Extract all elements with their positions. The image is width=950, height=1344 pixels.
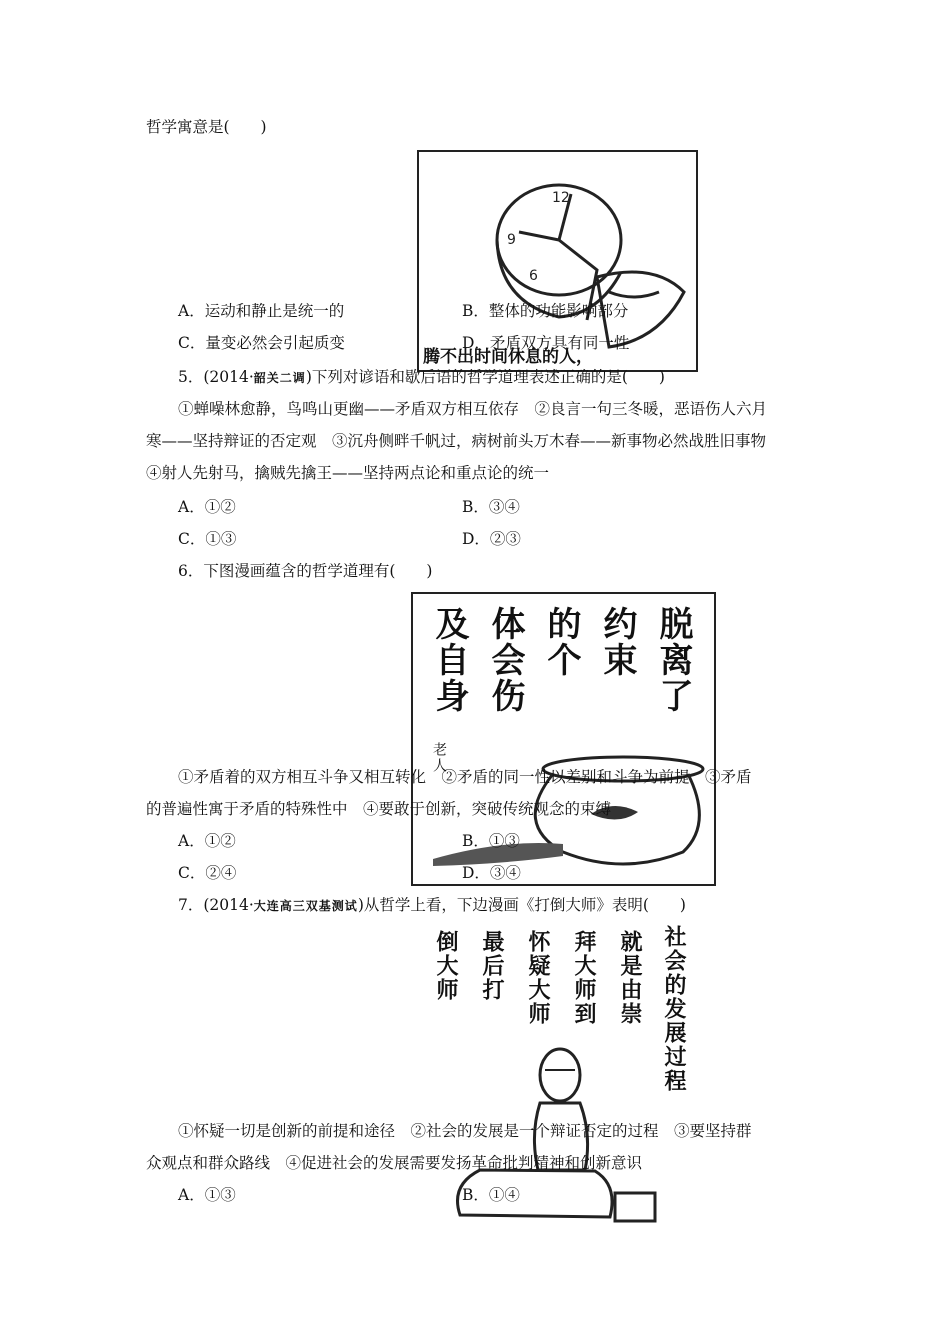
q5-prefix: 5．(2014· (178, 368, 254, 386)
q6-option-c: C．②④ (178, 864, 237, 882)
person-on-rubble-drawing (420, 925, 700, 1225)
q5-stem-text: )下列对谚语和歇后语的哲学道理表述正确的是( ) (305, 368, 665, 386)
q7-option-a: A．①③ (178, 1186, 236, 1204)
q5-statement-line2: 寒——坚持辩证的否定观 ③沉舟侧畔千帆过，病树前头万木春——新事物必然战胜旧事物 (146, 432, 767, 450)
q7-prefix: 7．(2014· (178, 896, 254, 914)
q7-statement-line2: 众观点和群众路线 ④促进社会的发展需要发扬革命批判精神和创新意识 (146, 1154, 643, 1172)
q7-cartoon-col1: 社会的发展过程 (661, 925, 686, 1093)
q6-option-d: D．③④ (462, 864, 521, 882)
q6-option-b: B．①③ (462, 832, 520, 850)
q7-cartoon-col5: 最后打 (479, 930, 504, 1002)
q6-calligraphy-col4: 体会伤 (485, 606, 525, 714)
q5-option-b: B．③④ (462, 498, 520, 516)
q6-option-a: A．①② (178, 832, 236, 850)
q7-cartoon (420, 925, 700, 1225)
q6-calligraphy-col3: 的个 (541, 606, 581, 678)
q7-cartoon-col4: 怀疑大师 (525, 930, 550, 1026)
q6-cartoon (411, 592, 716, 886)
svg-text:12: 12 (552, 190, 570, 206)
q5-option-d: D．②③ (462, 530, 521, 548)
q7-source: 大连高三双基测试 (253, 899, 358, 913)
q5-option-a: A．①② (178, 498, 236, 516)
q7-stem-text: )从哲学上看，下边漫画《打倒大师》表明( ) (357, 896, 686, 914)
q5-stem (178, 367, 665, 388)
q5-option-c: C．①③ (178, 530, 237, 548)
q6-calligraphy-col5: 及自身 (429, 606, 469, 714)
q5-statement-line3: ④射人先射马，擒贼先擒王——坚持两点论和重点论的统一 (146, 464, 550, 482)
q6-calligraphy-col2: 约束 (597, 606, 637, 678)
q4-option-a: A．运动和静止是统一的 (178, 302, 345, 320)
svg-text:9: 9 (507, 232, 516, 248)
q7-statement-line1: ①怀疑一切是创新的前提和途径 ②社会的发展是一个辩证否定的过程 ③要坚持群 (178, 1122, 752, 1140)
q4-cartoon-caption: 腾不出时间休息的人， (423, 347, 593, 367)
q4-option-b: B．整体的功能影响部分 (462, 302, 629, 320)
q4-option-d: D．矛盾双方具有同一性 (462, 334, 630, 352)
q7-cartoon-col3: 拜大师到 (571, 930, 596, 1026)
q7-cartoon-col6: 倒大师 (433, 930, 458, 1002)
q7-cartoon-col2: 就是由崇 (617, 930, 642, 1026)
q7-stem (178, 895, 686, 916)
q6-signature: 老人 (431, 742, 447, 774)
q6-statement-line2: 的普遍性寓于矛盾的特殊性中 ④要敢于创新，突破传统观念的束缚 (146, 800, 612, 818)
svg-text:6: 6 (529, 268, 538, 284)
q5-source: 韶关二调 (253, 371, 306, 385)
q6-calligraphy-col1: 脱离了 (653, 606, 693, 714)
q6-stem: 6．下图漫画蕴含的哲学道理有( ) (178, 562, 433, 580)
q5-statement-line1: ①蝉噪林愈静，鸟鸣山更幽——矛盾双方相互依存 ②良言一句三冬暖，恶语伤人六月 (178, 400, 768, 418)
q7-option-b: B．①④ (462, 1186, 520, 1204)
q4-stem-tail: 哲学寓意是( ) (146, 118, 267, 136)
q6-statement-line1: ①矛盾着的双方相互斗争又相互转化 ②矛盾的同一性以差别和斗争为前提 ③矛盾 (178, 768, 752, 786)
q4-option-c: C．量变必然会引起质变 (178, 334, 345, 352)
fishbowl-drawing (413, 594, 714, 884)
